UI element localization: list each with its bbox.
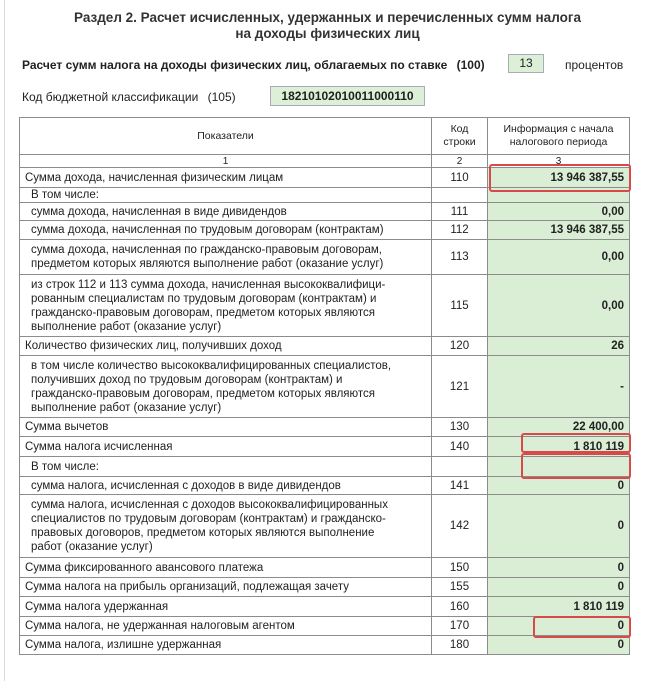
section-title-line2: на доходы физических лиц — [235, 26, 420, 41]
row-code — [432, 188, 488, 203]
header-info — [488, 118, 630, 155]
row-label: Сумма фиксированного авансового платежа — [20, 558, 432, 578]
row-value-field[interactable]: 22 400,00 — [488, 418, 630, 437]
highlight-row-110 — [489, 164, 631, 192]
row-label-line: гражданско-правовым договорам, предметом которых являются — [31, 306, 376, 319]
row-value-field[interactable]: 1 810 119 — [488, 437, 630, 457]
row-value-field[interactable]: 0 — [488, 617, 630, 636]
rate-code: (100) — [456, 58, 485, 72]
row-label: Количество физических лиц, получивших доход — [20, 337, 432, 356]
row-label-line: выполнение работ (оказание услуг) — [31, 401, 222, 414]
kbk-label: Код бюджетной классификации — [22, 90, 199, 104]
row-code: 141 — [432, 477, 488, 495]
left-border-line — [4, 0, 5, 681]
row-label — [20, 356, 432, 418]
row-label: Сумма налога, не удержанная налоговым агентом — [20, 617, 432, 636]
row-code: 121 — [432, 356, 488, 418]
header-code-line1: Код — [450, 123, 469, 135]
row-code: 142 — [432, 495, 488, 558]
header-indicators: Показатели — [20, 118, 432, 155]
kbk-code: (105) — [207, 90, 236, 104]
table-row — [20, 636, 630, 655]
highlight-row-130 — [521, 433, 631, 453]
row-value-field[interactable]: 0 — [488, 558, 630, 578]
row-value-field[interactable]: 26 — [488, 337, 630, 356]
table-row — [20, 558, 630, 578]
row-label: сумма дохода, начисленная по трудовым договорам (контрактам) — [20, 221, 432, 240]
table-row — [20, 356, 630, 418]
row-code: 110 — [432, 168, 488, 188]
row-code: 180 — [432, 636, 488, 655]
table-row — [20, 477, 630, 495]
table-row — [20, 337, 630, 356]
tax-table — [19, 117, 630, 655]
rate-suffix: процентов — [565, 58, 624, 72]
row-code: 160 — [432, 597, 488, 617]
row-value-field[interactable]: - — [488, 356, 630, 418]
row-label: Сумма налога на прибыль организаций, подлежащая зачету — [20, 578, 432, 597]
column-number-2: 2 — [432, 155, 488, 168]
row-code: 155 — [432, 578, 488, 597]
section-title-line1: Раздел 2. Расчет исчисленных, удержанных и перечисленных сумм налога — [74, 10, 581, 25]
table-row — [20, 495, 630, 558]
row-label-line: сумма налога, исчисленная с доходов высококвалифицированных — [31, 499, 388, 511]
column-number-3: 3 — [488, 155, 630, 168]
table-row — [20, 578, 630, 597]
row-label: Сумма налога удержанная — [20, 597, 432, 617]
highlight-row-140 — [521, 453, 631, 479]
row-label-line: выполнение работ (оказание услуг) — [31, 320, 222, 333]
rate-label-row — [22, 58, 485, 72]
row-value-field[interactable]: 13 946 387,55 — [488, 221, 630, 240]
row-code: 111 — [432, 203, 488, 221]
row-value-field[interactable]: 0,00 — [488, 240, 630, 275]
row-label-line: гражданско-правовым договорам, предметом которых являются — [31, 387, 376, 400]
kbk-label-row — [22, 90, 236, 104]
row-code: 170 — [432, 617, 488, 636]
table-row — [20, 221, 630, 240]
row-code: 112 — [432, 221, 488, 240]
row-value-field[interactable]: 0,00 — [488, 203, 630, 221]
row-code: 150 — [432, 558, 488, 578]
row-code — [432, 457, 488, 477]
row-label-line: в том числе количество высококвалифицированных специалистов, — [31, 359, 392, 372]
table-header-row — [20, 118, 630, 155]
row-label-line: из строк 112 и 113 сумма дохода, начисленная высококвалифици- — [31, 278, 386, 291]
row-label: сумма дохода, начисленная в виде дивидендов — [20, 203, 432, 221]
rate-label: Расчет сумм налога на доходы физических лиц, облагаемых по ставке — [22, 58, 448, 72]
row-label — [20, 495, 432, 558]
row-label-line: предметом которых являются выполнение работ (оказание услуг) — [31, 258, 384, 270]
row-value-field[interactable]: 0 — [488, 495, 630, 558]
row-label-line: сумма дохода, начисленная по гражданско-правовым договорам, — [31, 244, 382, 256]
row-code: 140 — [432, 437, 488, 457]
table-row — [20, 275, 630, 337]
row-label: Сумма налога, излишне удержанная — [20, 636, 432, 655]
row-code: 115 — [432, 275, 488, 337]
row-label — [20, 240, 432, 275]
row-label: Сумма дохода, начисленная физическим лицам — [20, 168, 432, 188]
row-label-line: специалистов по трудовым договорам (контрактам) и гражданско- — [31, 513, 386, 525]
row-label-line: рованным специалистам по трудовым договорам (контрактам) и — [31, 292, 377, 305]
row-label: В том числе: — [20, 457, 432, 477]
row-code: 120 — [432, 337, 488, 356]
highlight-row-160 — [533, 616, 631, 638]
column-number-1: 1 — [20, 155, 432, 168]
section-title — [0, 10, 655, 42]
row-code: 130 — [432, 418, 488, 437]
header-info-line1: Информация с начала — [503, 123, 614, 135]
row-value-field[interactable]: 13 946 387,55 — [488, 168, 630, 188]
row-label-line: получивших доход по трудовым договорам (контрактам) и — [31, 373, 343, 386]
row-value-field[interactable]: 0 — [488, 636, 630, 655]
table-row — [20, 203, 630, 221]
header-code — [432, 118, 488, 155]
row-label — [20, 275, 432, 337]
table-row — [20, 240, 630, 275]
kbk-field[interactable]: 18210102010011000110 — [270, 86, 425, 106]
row-label: Сумма вычетов — [20, 418, 432, 437]
row-label-line: правовых договоров, предметом которых являются выполнение — [31, 527, 375, 539]
row-label: В том числе: — [20, 188, 432, 203]
header-code-line2: строки — [443, 136, 476, 148]
row-label: Сумма налога исчисленная — [20, 437, 432, 457]
row-value-field[interactable]: 0 — [488, 578, 630, 597]
header-info-line2: налогового периода — [509, 136, 608, 148]
row-value-field[interactable]: 0,00 — [488, 275, 630, 337]
row-label: сумма налога, исчисленная с доходов в виде дивидендов — [20, 477, 432, 495]
row-value-field[interactable]: 1 810 119 — [488, 597, 630, 617]
table-row — [20, 597, 630, 617]
row-label-line: работ (оказание услуг) — [31, 541, 153, 553]
row-code: 113 — [432, 240, 488, 275]
rate-field[interactable]: 13 — [508, 54, 544, 73]
row-value-field[interactable]: 0 — [488, 477, 630, 495]
